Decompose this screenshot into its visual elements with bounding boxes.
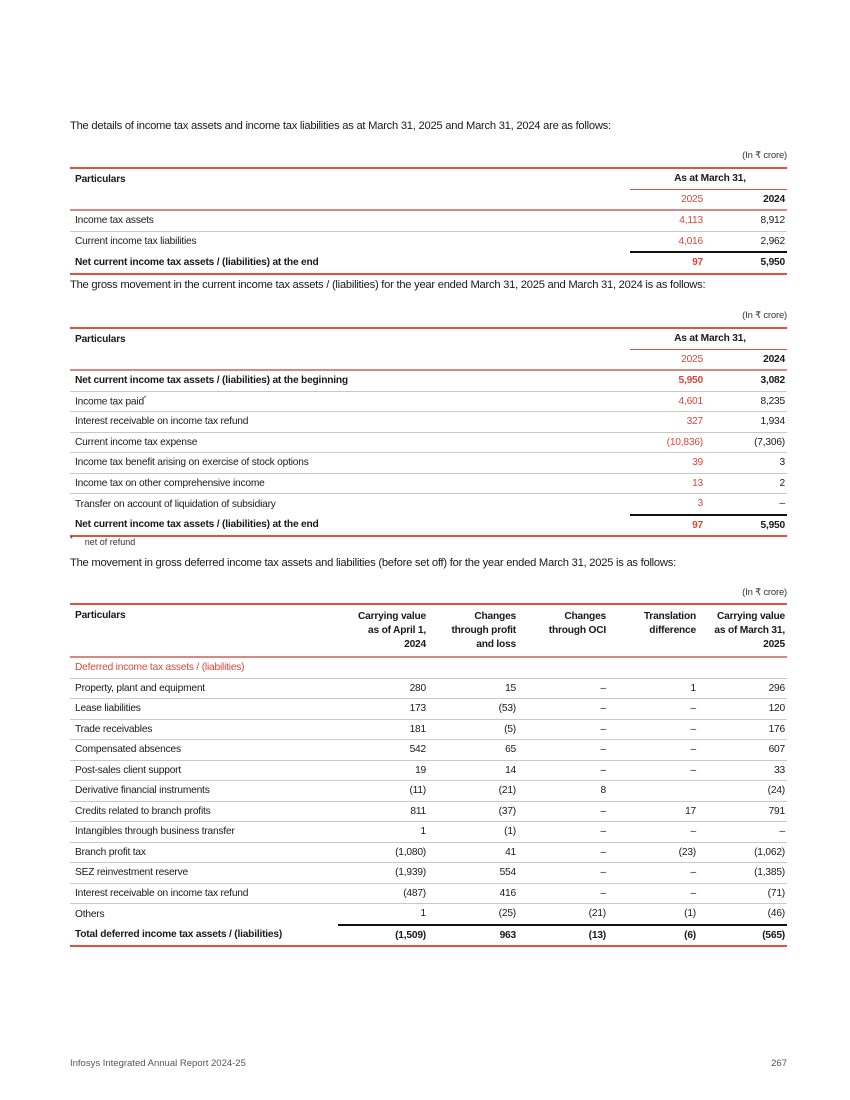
table-row: Others 1 (25) (21) (1) (46)	[75, 908, 785, 920]
total-row: Net current income tax assets / (liabilities) at the end 97 5,950	[70, 252, 787, 274]
table-row: Compensated absences 542 65 – – 607	[70, 740, 787, 761]
header-2024: 2024	[705, 349, 787, 370]
total-row: Net current income tax assets / (liabilities) at the end 97 5,950	[70, 515, 787, 537]
table-row: Income tax on other comprehensive income 13 2	[70, 473, 787, 494]
table-row: Interest receivable on income tax refund (487) 416 – – (71)	[70, 883, 787, 904]
page-footer	[70, 1058, 787, 1069]
opening-row: Net current income tax assets / (liabilities) at the beginning 5,950 3,082	[70, 370, 787, 391]
footnote-marker: *	[143, 395, 147, 402]
gross-movement-table	[70, 327, 787, 537]
table-row: Income tax paid* 4,601 8,235	[70, 391, 787, 412]
deferred-tax-table	[70, 603, 787, 947]
section2-unit: (In ₹ crore)	[742, 310, 787, 321]
table-row: Interest receivable on income tax refund 327 1,934	[70, 412, 787, 433]
table-row: Transfer on account of liquidation of subsidiary 3 –	[75, 498, 785, 510]
table-row: Income tax assets 4,113 8,912	[70, 210, 787, 231]
table-row: Intangibles through business transfer 1 (1) – – –	[70, 822, 787, 843]
header-translation: Translation difference	[608, 604, 698, 657]
group-label: Deferred income tax assets / (liabilities)	[70, 657, 787, 678]
header-particulars: Particulars	[75, 173, 126, 185]
header-2025: 2025	[630, 189, 705, 210]
table-row: Current income tax expense (10,836) (7,306)	[70, 432, 787, 453]
table-row: Branch profit tax (1,080) 41 – (23) (1,062)	[70, 842, 787, 863]
page-number: 267	[771, 1058, 787, 1069]
footnote: * net of refund	[70, 536, 136, 547]
section1-unit: (In ₹ crore)	[742, 150, 787, 161]
income-tax-assets-table	[70, 167, 787, 275]
table-row: Income tax benefit arising on exercise of stock options 39 3	[70, 453, 787, 474]
total-row: Total deferred income tax assets / (liabilities) (1,509) 963 (13) (6) (565)	[70, 925, 787, 947]
report-title: Infosys Integrated Annual Report 2024-25	[70, 1058, 246, 1069]
section3-unit: (In ₹ crore)	[742, 587, 787, 598]
header-particulars: Particulars	[70, 604, 338, 657]
table-row: Credits related to branch profits 811 (37) – 17 791	[70, 801, 787, 822]
table-row: Current income tax liabilities 4,016 2,962	[75, 235, 785, 248]
footnote-marker: *	[70, 536, 73, 543]
section1-intro: The details of income tax assets and income tax liabilities as at March 31, 2025 and March 31, 2024 are as follows:	[70, 120, 611, 132]
table-row: Post-sales client support 19 14 – – 33	[70, 760, 787, 781]
table-row: Trade receivables 181 (5) – – 176	[70, 719, 787, 740]
header-carrying-value-closing: Carrying value as of March 31, 2025	[698, 604, 787, 657]
group-label-row	[70, 657, 787, 678]
header-changes-pl: Changes through profit and loss	[428, 604, 518, 657]
section2-intro: The gross movement in the current income tax assets / (liabilities) for the year ended March 31, 2025 and March 31, 2024 is as follows:	[70, 279, 706, 291]
header-as-at: As at March 31,	[630, 168, 787, 189]
header-2024: 2024	[705, 189, 787, 210]
table-row: Property, plant and equipment 280 15 – 1 296	[70, 678, 787, 699]
table-row: Derivative financial instruments (11) (21) 8 (24)	[70, 781, 787, 802]
header-2025: 2025	[630, 349, 705, 370]
header-carrying-value-opening: Carrying value as of April 1, 2024	[338, 604, 428, 657]
table-row: Lease liabilities 173 (53) – – 120	[70, 699, 787, 720]
header-particulars: Particulars	[75, 333, 126, 345]
table-row: SEZ reinvestment reserve (1,939) 554 – – (1,385)	[70, 863, 787, 884]
header-changes-oci: Changes through OCI	[518, 604, 608, 657]
section3-intro: The movement in gross deferred income tax assets and liabilities (before set off) for the year ended March 31, 2025 is as follows:	[70, 557, 676, 569]
header-as-at: As at March 31,	[630, 328, 787, 349]
